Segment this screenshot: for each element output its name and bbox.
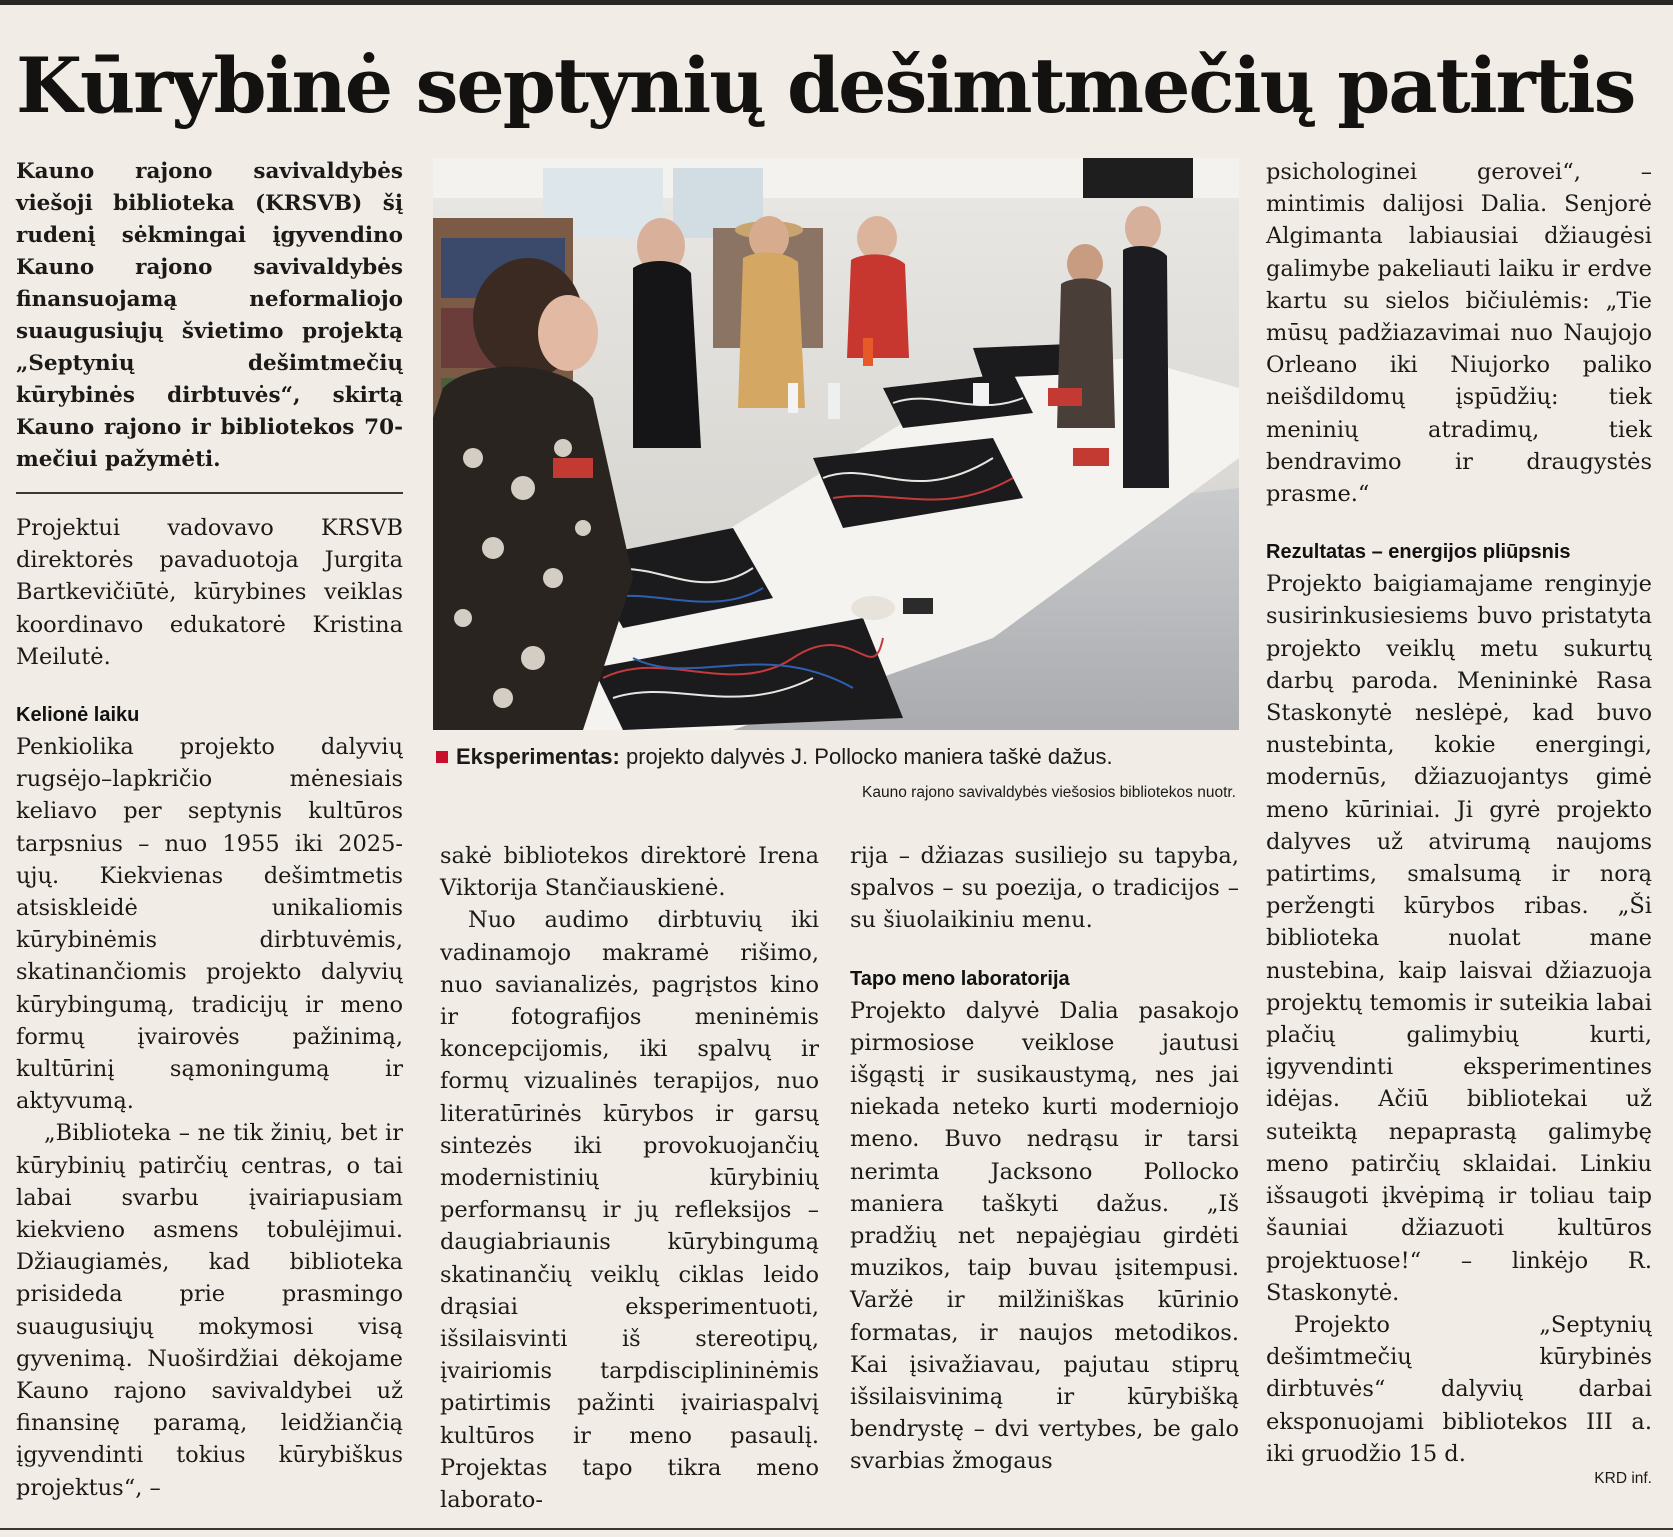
body-paragraph: Projekto baigiamajame renginyje susirinkusiesiems buvo pristatyta projekto veiklų metu sukurtų darbų paroda. Menininkė Rasa Staskonytė neslėpė, kad buvo nustebinta, kokie energingi, modernūs, džiazuojantys gimė meno kūriniai. Ji gyrė projekto dalyves už atvirumą naujoms patirtims, smalsumą ir norą peržengti kūrybos ribas. „Ši biblioteka nuolat mane nustebina, kaip laisvai džiazuoja projektų temomis ir suteikia labai plačių galimybių kurti, įgyvendinti eksperimentines idėjas. Ačiū bibliotekai už suteiktą nepaprastą galimybę meno patirčių sklaidai. Linkiu išsaugoti įkvėpimą ir toliau taip šauniai džiazuoti kultūros projektuose!“ – linkėjo R. Staskonytė. <box>1266 571 1652 1306</box>
workshop-photo-illustration <box>433 158 1239 730</box>
column-2 <box>440 840 819 1516</box>
article-photo <box>433 158 1239 730</box>
caption-text: projekto dalyvės J. Pollocko maniera taškė dažus. <box>619 744 1113 769</box>
caption-marker-square <box>436 751 448 763</box>
column-4 <box>1266 156 1652 1470</box>
body-paragraph: Projekto dalyvė Dalia pasakojo pirmosiose veiklose jautusi išgąstį ir susikaustymą, nes jai niekada neteko kurti moderniojo meno. Buvo nedrąsu ir tarsi nerimta Jacksono Pollocko maniera taškyti dažus. „Iš pradžių net nepajėgiau girdėti muzikos, taip buvau įsitempusi. Varžė ir milžiniškas kūrinio formatas, ir naujos metodikos. Kai įsivažiavau, pajutau stiprų išsilaisvinimą ir kūrybišką bendrystę – dvi vertybes, be galo svarbias žmogaus <box>850 997 1239 1475</box>
top-rule <box>0 0 1673 5</box>
article-credit: KRD inf. <box>1594 1470 1652 1487</box>
body-paragraph: rija – džiazas susiliejo su tapyba, spalvos – su poezija, o tradicijos – su šiuolaikiniu menu. <box>850 843 1239 934</box>
lead-paragraph: Kauno rajono savivaldybės viešoji biblioteka (KRSVB) šį rudenį sėkmingai įgyvendino Kauno rajono savivaldybės finansuojamą neformaliojo suaugusiųjų švietimo projektą „Septynių dešimtmečių kūrybinės dirbtuvės“, skirtą Kauno rajono ir bibliotekos 70-mečiui pažymėti. <box>16 159 403 472</box>
photo-caption <box>436 743 1236 771</box>
column-1 <box>16 156 403 1504</box>
photo-credit: Kauno rajono savivaldybės viešosios bibliotekos nuotr. <box>862 784 1236 801</box>
body-paragraph: Nuo audimo dirbtuvių iki vadinamojo makramė rišimo, nuo savianalizės, pagrįstos kino ir fotografijos meninėmis koncepcijomis, iki spalvų ir formų vizualinės terapijos, nuo literatūrinės kūrybos ir garsų sintezės iki provokuojančių modernistinių kūrybinių performansų ir jų refleksijos – daugiabriaunis kūrybingumą skatinančių veiklų ciklas leido drąsiai eksperimentuoti, išsilaisvinti iš stereotipų, įvairiomis tarpdisciplininėmis patirtimis pažinti įvairiaspalvį kultūros ir meno pasaulį. Projektas tapo tikra meno laborato- <box>440 907 819 1514</box>
headline: Kūrybinė septynių dešimtmečių patirtis <box>16 41 1635 130</box>
bottom-rule <box>0 1528 1673 1530</box>
column-3 <box>850 840 1239 1478</box>
intro-paragraph: Projektui vadovavo KRSVB direktorės pavaduotoja Jurgita Bartkevičiūtė, kūrybines veiklas koordinavo edukatorė Kristina Meilutė. <box>16 515 403 670</box>
subheading-rezultatas: Rezultatas – energijos pliūpsnis <box>1266 541 1571 564</box>
body-paragraph: Projekto „Septynių dešimtmečių kūrybinės dirbtuvės“ dalyvių darbai eksponuojami bibliotekos III a. iki gruodžio 15 d. <box>1266 1311 1652 1467</box>
subheading-tapo-meno-laboratorija: Tapo meno laboratorija <box>850 967 1070 990</box>
body-paragraph: Penkiolika projekto dalyvių rugsėjo–lapkričio mėnesiais keliavo per septynis kultūros tarpsnius – nuo 1955 iki 2025-ųjų. Kiekvienas dešimtmetis atsiskleidė unikaliomis kūrybinėmis dirbtuvėmis, skatinančiomis projekto dalyvių kūrybingumą, tradicijų ir meno formų įvairovės pažinimą, kultūrinį sąmoningumą ir aktyvumą. <box>16 734 403 1115</box>
body-paragraph: psichologinei gerovei“, – mintimis dalijosi Dalia. Senjorė Algimanta labiausiai džiaugėsi galimybe pakeliauti laiku ir erdve kartu su sielos bičiulėmis: „Tie mūsų padžiazavimai nuo Naujojo Orleano iki Niujorko paliko neišdildomų įspūdžių: tiek meninių atradimų, tiek bendravimo ir draugystės prasme.“ <box>1266 159 1652 508</box>
body-paragraph: sakė bibliotekos direktorė Irena Viktorija Stančiauskienė. <box>440 843 819 902</box>
subheading-kelione-laiku: Kelionė laiku <box>16 704 140 727</box>
lead-divider <box>16 492 403 494</box>
caption-label: Eksperimentas: <box>456 744 620 769</box>
body-paragraph: „Biblioteka – ne tik žinių, bet ir kūrybinių patirčių centras, o tai labai svarbu įvairiapusiam kiekvieno asmens tobulėjimui. Džiaugiamės, kad biblioteka prisideda prie prasmingo suaugusiųjų mokymosi visą gyvenimą. Nuoširdžiai dėkojame Kauno rajono savivaldybei už finansinę paramą, leidžiančią įgyvendinti tokius kūrybiškus projektus“, – <box>16 1120 403 1501</box>
